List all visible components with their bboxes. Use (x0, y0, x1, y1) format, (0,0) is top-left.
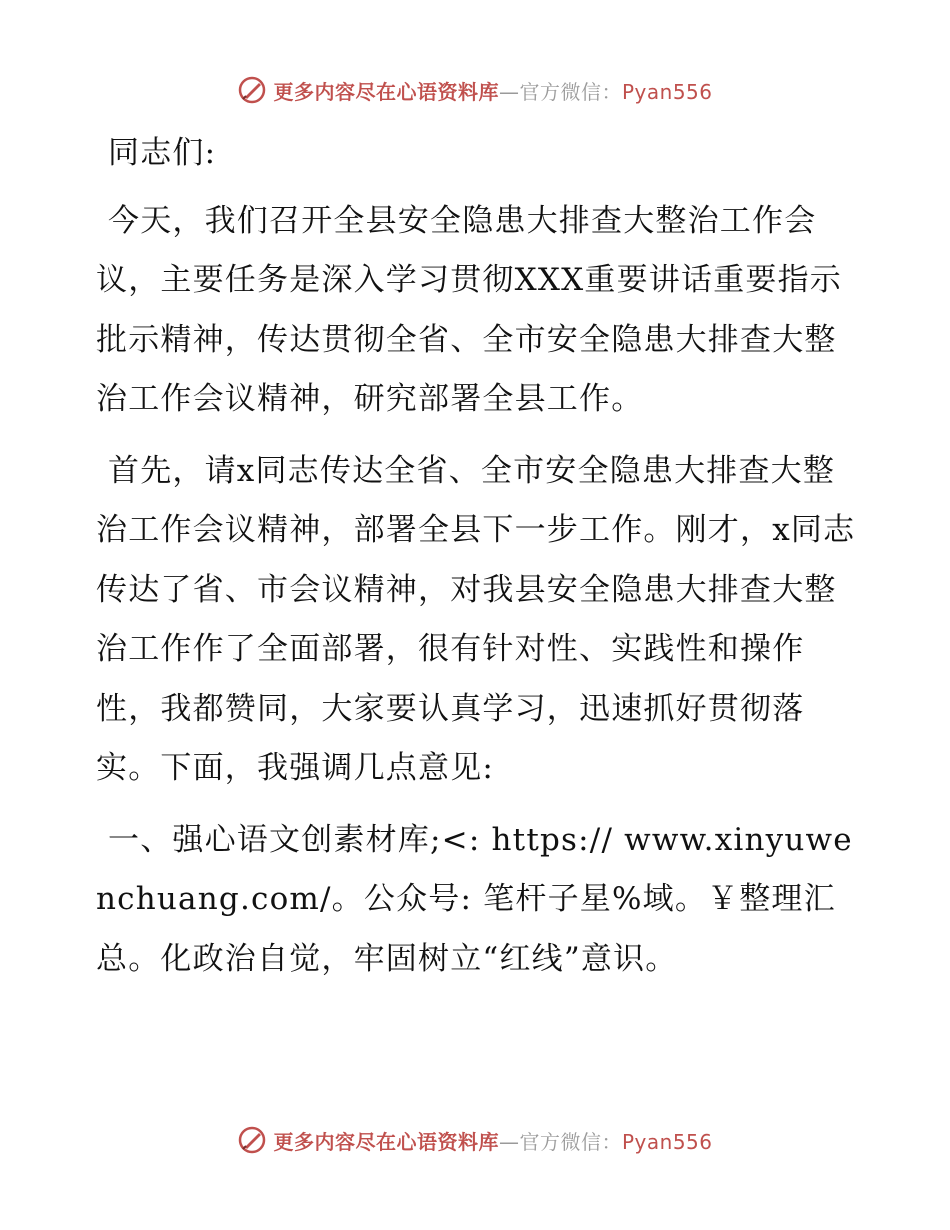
header-watermark-banner (0, 70, 950, 110)
watermark-dash: — (498, 79, 520, 104)
watermark-wechat-id: Pyan556 (621, 1129, 713, 1154)
watermark-wechat-label: 官方微信： (519, 1129, 622, 1154)
watermark-library-name: 更多内容尽在心语资料库 (273, 79, 499, 104)
paragraph-intro: 首先，请x同志传达全省、全市安全隐患大排查大整治工作会议精神，部署全县下一步工作。刚才，x同志传达了省、市会议精神，对我县安全隐患大排查大整治工作作了全面部署，很有针对性、实践性和操作性，我都赞同，大家要认真学习，迅速抓好贯彻落实。下面，我强调几点意见: (96, 452, 856, 786)
quill-pen-logo-icon (237, 1125, 267, 1155)
greeting: 同志们: (108, 135, 217, 171)
watermark-wechat-id: Pyan556 (621, 79, 713, 104)
quill-pen-logo-icon (237, 75, 267, 105)
watermark-dash: — (498, 1129, 520, 1154)
watermark-text (273, 1126, 712, 1155)
watermark-text (273, 76, 712, 105)
footer-watermark-banner (0, 1120, 950, 1160)
paragraph-opening: 今天，我们召开全县安全隐患大排查大整治工作会议，主要任务是深入学习贯彻XXX重要讲话重要指示批示精神，传达贯彻全省、全市安全隐患大排查大整治工作会议精神，研究部署全县工作。 (96, 202, 843, 417)
document-body (96, 120, 866, 989)
paragraph-section-one: 一、强心语文创素材库;<: https:// www.xinyuwenchuang.com/。公众号: 笔杆子星%域。￥整理汇总。化政治自觉，牢固树立“红线”意识。 (96, 821, 853, 977)
watermark-wechat-label: 官方微信： (519, 79, 622, 104)
watermark-library-name: 更多内容尽在心语资料库 (273, 1129, 499, 1154)
